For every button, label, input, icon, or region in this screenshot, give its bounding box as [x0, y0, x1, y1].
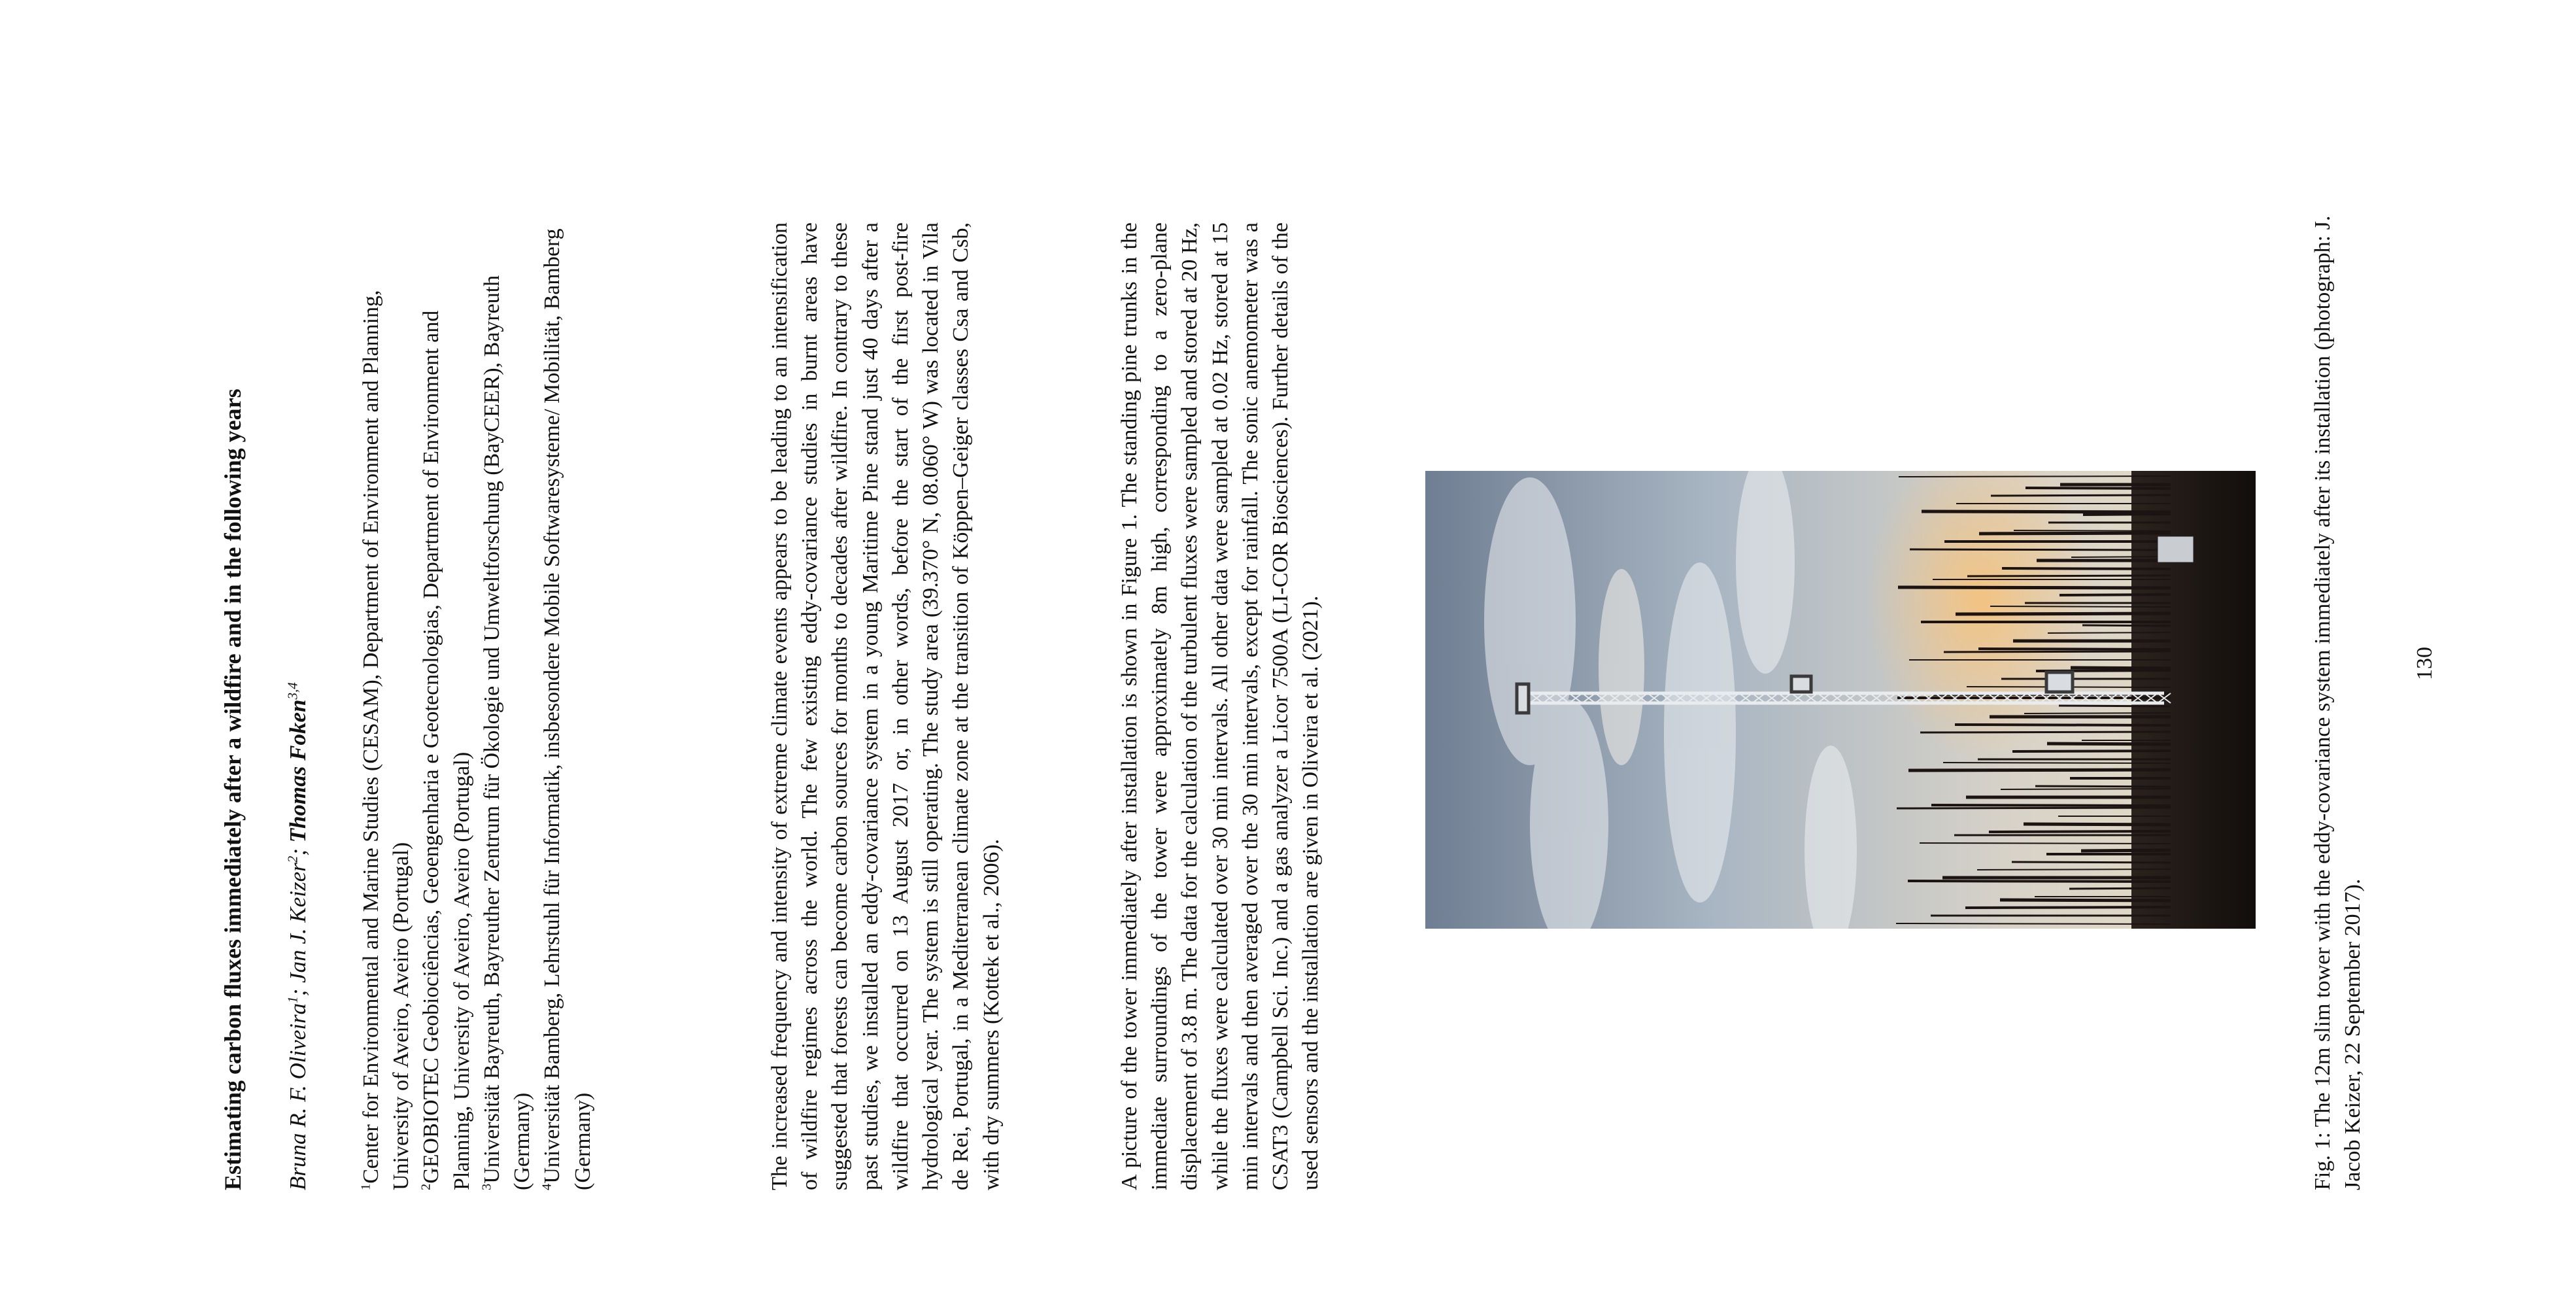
tree-trunk: [1944, 651, 2171, 652]
tree-trunk: [2083, 514, 2171, 515]
tree-trunk: [2081, 850, 2171, 851]
tree-trunk: [2012, 862, 2171, 863]
tree-trunk: [1899, 476, 2171, 477]
tree-trunk: [1979, 533, 2171, 534]
tree-trunk: [2024, 824, 2171, 825]
affiliation-text: GEOBIOTEC Geobiociências, Geoengenharia e Geotecnologias, Department of Environment and Planning, University of Aveiro, Aveiro (Portugal): [419, 310, 474, 1190]
affiliation: [477, 222, 537, 1190]
affiliation: [416, 222, 477, 1190]
affiliations: [356, 222, 598, 1190]
tree-trunk: [2002, 568, 2171, 569]
affiliation-text: Universität Bamberg, Lehrstuhl für Informatik, insbesondere Mobile Softwaresysteme/ Mobilität, Bamberg (Germany): [540, 228, 595, 1190]
equipment-box: [2158, 536, 2194, 562]
tree-trunk: [1990, 606, 2171, 607]
tree-trunk: [2025, 488, 2171, 489]
author-name: Jan J. Keizer: [285, 863, 311, 983]
rotated-paper-page: [0, 118, 2437, 1190]
tree-trunk: [2069, 888, 2171, 889]
tree-trunk: [2082, 625, 2171, 626]
affiliation-text: Center for Environmental and Marine Studies (CESAM), Department of Environment and Planning, University of Aveiro, Aveiro (Portugal): [359, 290, 414, 1190]
tree-trunk: [2000, 900, 2171, 901]
author-affil-sup: 2: [284, 855, 301, 863]
tree-trunk: [1931, 805, 2171, 806]
figure-tower-photo: [1425, 471, 2256, 929]
tree-trunk: [2024, 713, 2171, 714]
affiliation-sup: 4: [540, 1183, 555, 1190]
tree-trunk: [1989, 831, 2171, 832]
tree-trunk: [1956, 613, 2171, 614]
tree-trunk: [1910, 549, 2171, 550]
tower-photo-illustration: [1425, 471, 2256, 929]
affiliation-sup: 2: [419, 1183, 434, 1190]
paper-title: Estimating carbon fluxes immediately after a wildfire and in the following years: [220, 388, 246, 1190]
tree-trunk: [2014, 530, 2171, 531]
author-line: Bruna R. F. Oliveira$^1$; Jan J. Keizer$^2$; Thomas Foken$^{3,4}$: [284, 682, 311, 1190]
affiliation: [537, 222, 598, 1190]
affiliation-sup: 3: [479, 1183, 494, 1190]
tree-trunk: [1908, 881, 2171, 882]
body-paragraph-methods: A picture of the tower immediately after installation is shown in Figure 1. The standing pine trunks in the immediate surroundings of the tower were approximately 8m high, corresponding to a zero-plane displacement of 3.8 m. The data for the calculation of the turbulent fluxes were sampled and stored at 20 Hz, while the fluxes were calculated over 30 min intervals. All other data were sampled at 0.02 Hz, stored at 15 min intervals and then averaged over the 30 min intervals, except for rainfall. The sonic anemometer was a CSAT3 (Campbell Sci. Inc.) and a gas analyzer a Licor 7500A (LI-COR Biosciences). Further details of the used sensors and the installation are given in Oliveira et al. (2021).: [1117, 222, 1323, 1190]
tree-trunk: [1965, 907, 2171, 908]
sunset-glow: [1818, 471, 2144, 929]
tree-trunk: [2048, 632, 2171, 633]
page-number: 130: [2413, 647, 2437, 680]
author-name: Thomas Foken: [285, 699, 311, 843]
affiliation: [356, 222, 416, 1190]
author-name: Bruna R. F. Oliveira: [285, 1003, 311, 1190]
author-affil-sup: 3,4: [284, 682, 301, 700]
tree-trunk: [2059, 594, 2171, 595]
tree-trunk: [1977, 869, 2171, 870]
figure-caption: Fig. 1: The 12m slim tower with the eddy-covariance system immediately after its installation (photograph: J. Jacob Keizer, 22 September 2017).: [2311, 215, 2365, 1190]
author-affil-sup: 1: [284, 996, 301, 1003]
tree-trunk: [1920, 843, 2171, 844]
tree-trunk: [1896, 923, 2171, 924]
tree-trunk: [2035, 786, 2171, 787]
affiliation-sup: 1: [358, 1183, 373, 1190]
affiliation-text: Universität Bayreuth, Bayreuther Zentrum für Ökologie und Umweltforschung (BayCEER), Bayreuth (Germany): [479, 275, 535, 1190]
tree-trunk: [1922, 511, 2171, 512]
body-paragraph-intro: The increased frequency and intensity of extreme climate events appears to be leading to an intensification of wildfire regimes across the world. The few existing eddy-covariance studies in burnt areas have suggested that forests can become carbon sources for months to decades after wildfire. In contrary to these past studies, we installed an eddy-covariance system in a young Maritime Pine stand just 40 days after a wildfire that occurred on 13 August 2017 or, in other words, before the start of the first post-fire hydrological year. The system is still operating. The study area (39.370° N, 08.060° W) was located in Vila de Rei, Portugal, in a Mediterranean climate zone at the transition of Köppen–Geiger classes Csa and Csb, with dry summers (Kottek et al., 2006).: [768, 222, 1004, 1190]
tree-trunk: [1991, 495, 2171, 496]
tree-trunk: [1898, 587, 2171, 588]
